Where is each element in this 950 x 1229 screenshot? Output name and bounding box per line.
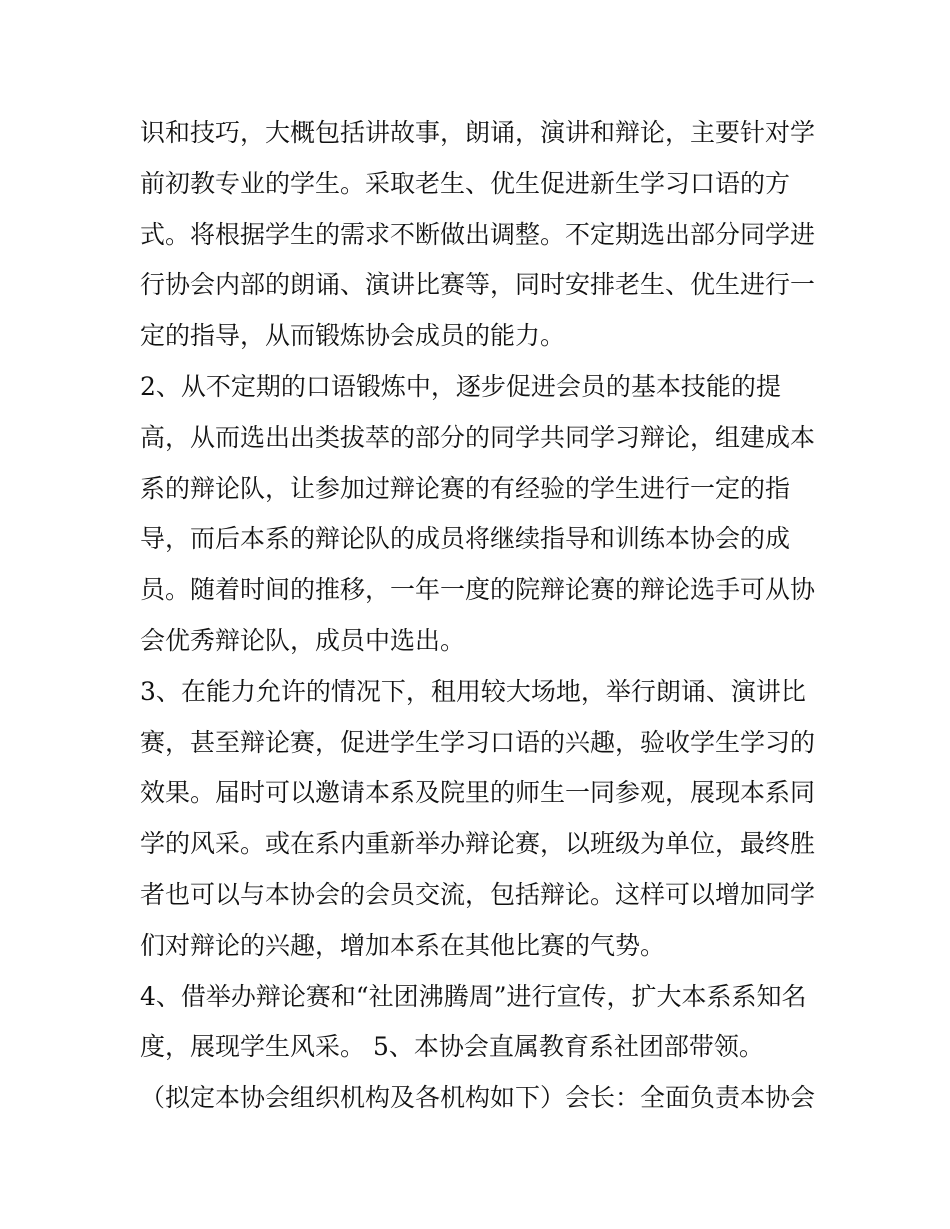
text-line-8: 系的辩论队，让参加过辩论赛的有经验的学生进行一定的指 (140, 473, 791, 503)
text-line-6: 2、从不定期的口语锻炼中，逐步促进会员的基本技能的提 (140, 371, 781, 401)
text-line-17: 们对辩论的兴趣，增加本系在其他比赛的气势。 (140, 930, 666, 960)
text-line-2: 前初教专业的学生。采取老生、优生促进新生学习口语的方 (140, 168, 791, 198)
text-line-13: 赛，甚至辩论赛，促进学生学习口语的兴趣，验收学生学习的 (140, 727, 816, 757)
text-line-3: 式。将根据学生的需求不断做出调整。不定期选出部分同学进 (140, 219, 816, 249)
text-line-20: （拟定本协会组织机构及各机构如下）会长：全面负责本协会 (140, 1083, 816, 1113)
text-line-11: 会优秀辩论队，成员中选出。 (140, 625, 466, 655)
body-text (140, 108, 820, 1124)
text-line-1: 识和技巧，大概包括讲故事，朗诵，演讲和辩论，主要针对学 (140, 118, 816, 147)
text-line-10: 员。随着时间的推移，一年一度的院辩论赛的辩论选手可从协 (140, 575, 816, 605)
text-line-4: 行协会内部的朗诵、演讲比赛等，同时安排老生、优生进行一 (140, 270, 816, 300)
text-line-14: 效果。届时可以邀请本系及院里的师生一同参观，展现本系同 (140, 778, 816, 808)
text-line-18: 4、借举办辩论赛和“社团沸腾周”进行宣传，扩大本系系知名 (140, 981, 807, 1011)
text-line-12: 3、在能力允许的情况下，租用较大场地，举行朗诵、演讲比 (140, 676, 806, 706)
text-line-15: 学的风采。或在系内重新举办辩论赛，以班级为单位，最终胜 (140, 829, 816, 859)
text-line-7: 高，从而选出出类拔萃的部分的同学共同学习辩论，组建成本 (140, 422, 816, 452)
text-line-19: 度，展现学生风采。 5、本协会直属教育系社团部带领。 (140, 1032, 764, 1062)
text-line-5: 定的指导，从而锻炼协会成员的能力。 (140, 321, 566, 351)
text-line-16: 者也可以与本协会的会员交流，包括辩论。这样可以增加同学 (140, 879, 816, 909)
text-line-9: 导，而后本系的辩论队的成员将继续指导和训练本协会的成 (140, 524, 791, 554)
